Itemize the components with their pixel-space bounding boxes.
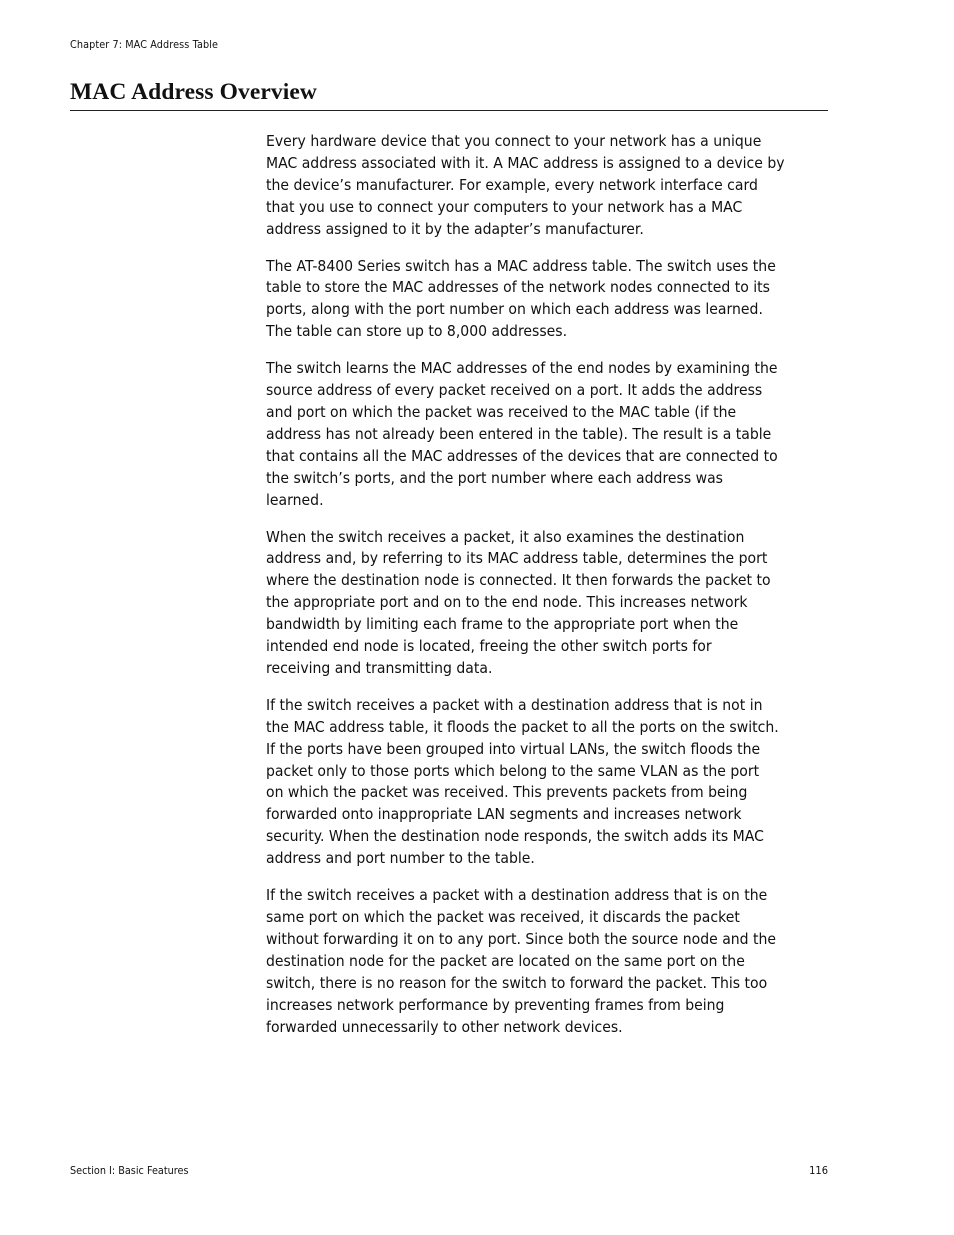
text-line: MAC address associated with it. A MAC address is assigned to a device by <box>266 153 785 172</box>
text-line: that you use to connect your computers to your network has a MAC <box>266 197 743 216</box>
text-line: destination node for the packet are located on the same port on the <box>266 951 745 970</box>
text-line: on which the packet was received. This prevents packets from being <box>266 783 748 802</box>
text-line: address has not already been entered in the table). The result is a table <box>266 424 772 443</box>
running-header: Chapter 7: MAC Address Table <box>70 38 219 51</box>
text-line: packet only to those ports which belong to the same VLAN as the port <box>266 761 760 780</box>
section-heading <box>70 78 828 111</box>
text-line: switch, there is no reason for the switch to forward the packet. This too <box>266 973 768 992</box>
paragraph <box>266 131 832 241</box>
text-line: the MAC address table, it floods the packet to all the ports on the switch. <box>266 717 779 736</box>
text-line: The table can store up to 8,000 addresses. <box>266 322 568 341</box>
paragraph <box>266 527 832 680</box>
text-line: The AT-8400 Series switch has a MAC address table. The switch uses the <box>266 256 776 275</box>
text-line: When the switch receives a packet, it also examines the destination <box>266 527 745 546</box>
text-line: learned. <box>266 490 324 509</box>
text-line: If the ports have been grouped into virtual LANs, the switch floods the <box>266 739 761 758</box>
text-line: If the switch receives a packet with a destination address that is not in <box>266 695 763 714</box>
page-title: MAC Address Overview <box>70 79 317 105</box>
paragraph <box>266 358 832 511</box>
text-line: intended end node is located, freeing the other switch ports for <box>266 637 712 656</box>
text-line: the switch’s ports, and the port number where each address was <box>266 468 723 487</box>
text-line: receiving and transmitting data. <box>266 658 493 677</box>
text-line: the device’s manufacturer. For example, every network interface card <box>266 175 758 194</box>
footer-section-label: Section I: Basic Features <box>70 1164 189 1177</box>
paragraph <box>266 256 832 344</box>
text-line: that contains all the MAC addresses of the devices that are connected to <box>266 446 778 465</box>
text-line: address and, by referring to its MAC address table, determines the port <box>266 549 768 568</box>
paragraph <box>266 695 832 870</box>
text-line: address assigned to it by the adapter’s manufacturer. <box>266 219 644 238</box>
text-line: forwarded unnecessarily to other network devices. <box>266 1017 623 1036</box>
text-line: security. When the destination node responds, the switch adds its MAC <box>266 827 764 846</box>
text-line: where the destination node is connected. It then forwards the packet to <box>266 571 771 590</box>
text-line: without forwarding it on to any port. Since both the source node and the <box>266 929 777 948</box>
text-line: The switch learns the MAC addresses of the end nodes by examining the <box>266 359 778 378</box>
body-text <box>266 131 832 1053</box>
text-line: source address of every packet received on a port. It adds the address <box>266 381 763 400</box>
text-line: bandwidth by limiting each frame to the appropriate port when the <box>266 615 739 634</box>
text-line: If the switch receives a packet with a destination address that is on the <box>266 886 768 905</box>
paragraph <box>266 885 832 1038</box>
text-line: the appropriate port and on to the end node. This increases network <box>266 593 748 612</box>
text-line: increases network performance by preventing frames from being <box>266 995 725 1014</box>
text-line: forwarded onto inappropriate LAN segments and increases network <box>266 805 742 824</box>
page-number: 116 <box>809 1164 828 1177</box>
text-line: same port on which the packet was received, it discards the packet <box>266 908 740 926</box>
text-line: ports, along with the port number on which each address was learned. <box>266 300 763 319</box>
text-line: and port on which the packet was received to the MAC table (if the <box>266 402 737 421</box>
text-line: table to store the MAC addresses of the network nodes connected to its <box>266 278 770 297</box>
text-line: address and port number to the table. <box>266 849 535 868</box>
text-line: Every hardware device that you connect to your network has a unique <box>266 132 762 150</box>
